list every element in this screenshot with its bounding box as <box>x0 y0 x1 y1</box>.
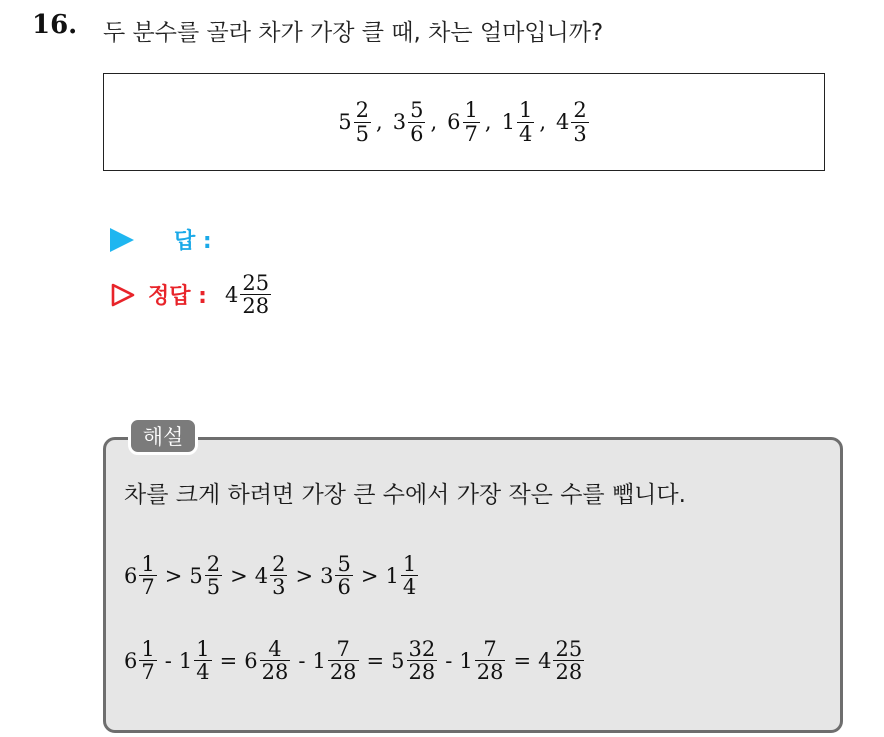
whole-part: 1 <box>312 648 326 673</box>
mixed-number <box>255 553 289 598</box>
fraction <box>571 99 588 144</box>
separator: , <box>376 110 383 134</box>
operator: - <box>298 648 306 673</box>
denominator: 28 <box>408 660 436 685</box>
mixed-number <box>447 99 481 144</box>
fraction <box>328 638 359 683</box>
inequality-line <box>124 553 419 598</box>
operator: - <box>164 648 172 673</box>
numerator: 32 <box>408 637 436 661</box>
mixed-number <box>312 638 359 683</box>
choices-list <box>338 99 590 144</box>
numerator: 1 <box>141 637 155 661</box>
mixed-number <box>393 99 427 144</box>
denominator: 4 <box>196 660 210 685</box>
operator: > <box>230 563 248 588</box>
whole-part: 5 <box>391 648 405 673</box>
whole-part: 6 <box>244 648 258 673</box>
mixed-number <box>244 638 291 683</box>
mixed-number <box>538 638 585 683</box>
denominator: 28 <box>329 660 357 685</box>
fraction <box>407 638 438 683</box>
whole-part: 6 <box>447 110 461 134</box>
numerator: 1 <box>141 552 155 576</box>
fraction <box>335 553 352 598</box>
denominator: 6 <box>410 121 424 146</box>
mixed-number <box>124 638 158 683</box>
mixed-number <box>502 99 536 144</box>
fraction <box>354 99 371 144</box>
fraction <box>260 638 291 683</box>
whole-part: 1 <box>501 110 515 134</box>
denominator: 7 <box>464 121 478 146</box>
mixed-number <box>124 553 158 598</box>
denominator: 28 <box>555 660 583 685</box>
whole-part: 4 <box>538 648 552 673</box>
numerator: 1 <box>518 98 533 123</box>
fraction <box>401 553 418 598</box>
denominator: 4 <box>402 575 417 600</box>
denominator: 3 <box>573 121 587 146</box>
operator: > <box>360 563 379 588</box>
correct-answer-value <box>225 272 272 317</box>
whole-part: 5 <box>189 563 203 588</box>
whole-part: 5 <box>338 110 352 134</box>
separator: , <box>539 110 546 134</box>
correct-answer-row <box>110 272 272 317</box>
denominator: 4 <box>518 121 533 146</box>
equation-line <box>124 638 585 683</box>
mixed-number <box>459 638 506 683</box>
denominator: 7 <box>141 575 155 600</box>
numerator: 4 <box>268 637 282 661</box>
explanation-tag: 해설 <box>128 417 198 455</box>
whole-part: 4 <box>556 110 570 134</box>
denominator: 28 <box>242 294 270 319</box>
numerator: 2 <box>355 98 369 123</box>
whole-part: 6 <box>124 563 138 588</box>
numerator: 25 <box>242 271 270 295</box>
answer-label: 답 : <box>174 229 212 254</box>
question-text: 두 분수를 골라 차가 가장 클 때, 차는 얼마입니까? <box>103 20 604 46</box>
whole-part: 4 <box>254 563 269 588</box>
denominator: 3 <box>272 575 286 600</box>
numerator: 1 <box>402 552 417 576</box>
operator: - <box>445 648 453 673</box>
fraction <box>139 553 156 598</box>
fraction <box>408 99 425 144</box>
numerator: 5 <box>337 552 351 576</box>
correct-answer-label: 정답 : <box>148 284 207 310</box>
fraction <box>270 553 287 598</box>
fraction <box>205 553 222 598</box>
numerator: 2 <box>272 552 286 576</box>
operator: = <box>366 648 385 673</box>
whole-part: 1 <box>459 648 473 673</box>
fraction <box>475 638 506 683</box>
whole-part: 4 <box>224 282 239 307</box>
mixed-number <box>225 272 272 317</box>
whole-part: 1 <box>385 563 399 588</box>
whole-part: 3 <box>320 563 334 588</box>
mixed-number <box>385 553 419 598</box>
choices-box <box>103 73 825 171</box>
numerator: 2 <box>206 552 221 576</box>
operator: > <box>164 563 183 588</box>
denominator: 28 <box>476 660 504 685</box>
fraction <box>517 99 534 144</box>
numerator: 25 <box>555 637 583 661</box>
fraction <box>139 638 156 683</box>
operator: = <box>513 648 532 673</box>
operator: = <box>219 648 238 673</box>
whole-part: 6 <box>124 648 138 673</box>
outline-triangle-icon <box>110 282 136 308</box>
mixed-number <box>338 99 372 144</box>
operator: > <box>295 563 314 588</box>
numerator: 2 <box>573 98 587 123</box>
denominator: 5 <box>355 121 369 146</box>
play-triangle-icon <box>110 228 134 252</box>
denominator: 7 <box>141 660 155 685</box>
numerator: 7 <box>483 637 497 661</box>
mixed-number <box>179 638 213 683</box>
separator: , <box>430 110 438 134</box>
answer-row <box>110 224 212 255</box>
denominator: 5 <box>206 575 221 600</box>
mixed-number <box>189 553 223 598</box>
mixed-number <box>391 638 438 683</box>
fraction <box>194 638 211 683</box>
fraction <box>463 99 480 144</box>
numerator: 7 <box>336 637 350 661</box>
whole-part: 3 <box>392 110 407 134</box>
question-number: 16. <box>32 10 78 40</box>
denominator: 6 <box>337 575 351 600</box>
numerator: 1 <box>464 98 478 123</box>
separator: , <box>484 110 492 134</box>
numerator: 5 <box>410 98 424 123</box>
numerator: 1 <box>196 637 210 661</box>
whole-part: 1 <box>178 648 193 673</box>
mixed-number <box>556 99 590 144</box>
mixed-number <box>320 553 354 598</box>
fraction <box>240 272 271 317</box>
denominator: 28 <box>261 660 289 685</box>
explanation-text: 차를 크게 하려면 가장 큰 수에서 가장 작은 수를 뺍니다. <box>124 482 686 508</box>
fraction <box>553 638 584 683</box>
